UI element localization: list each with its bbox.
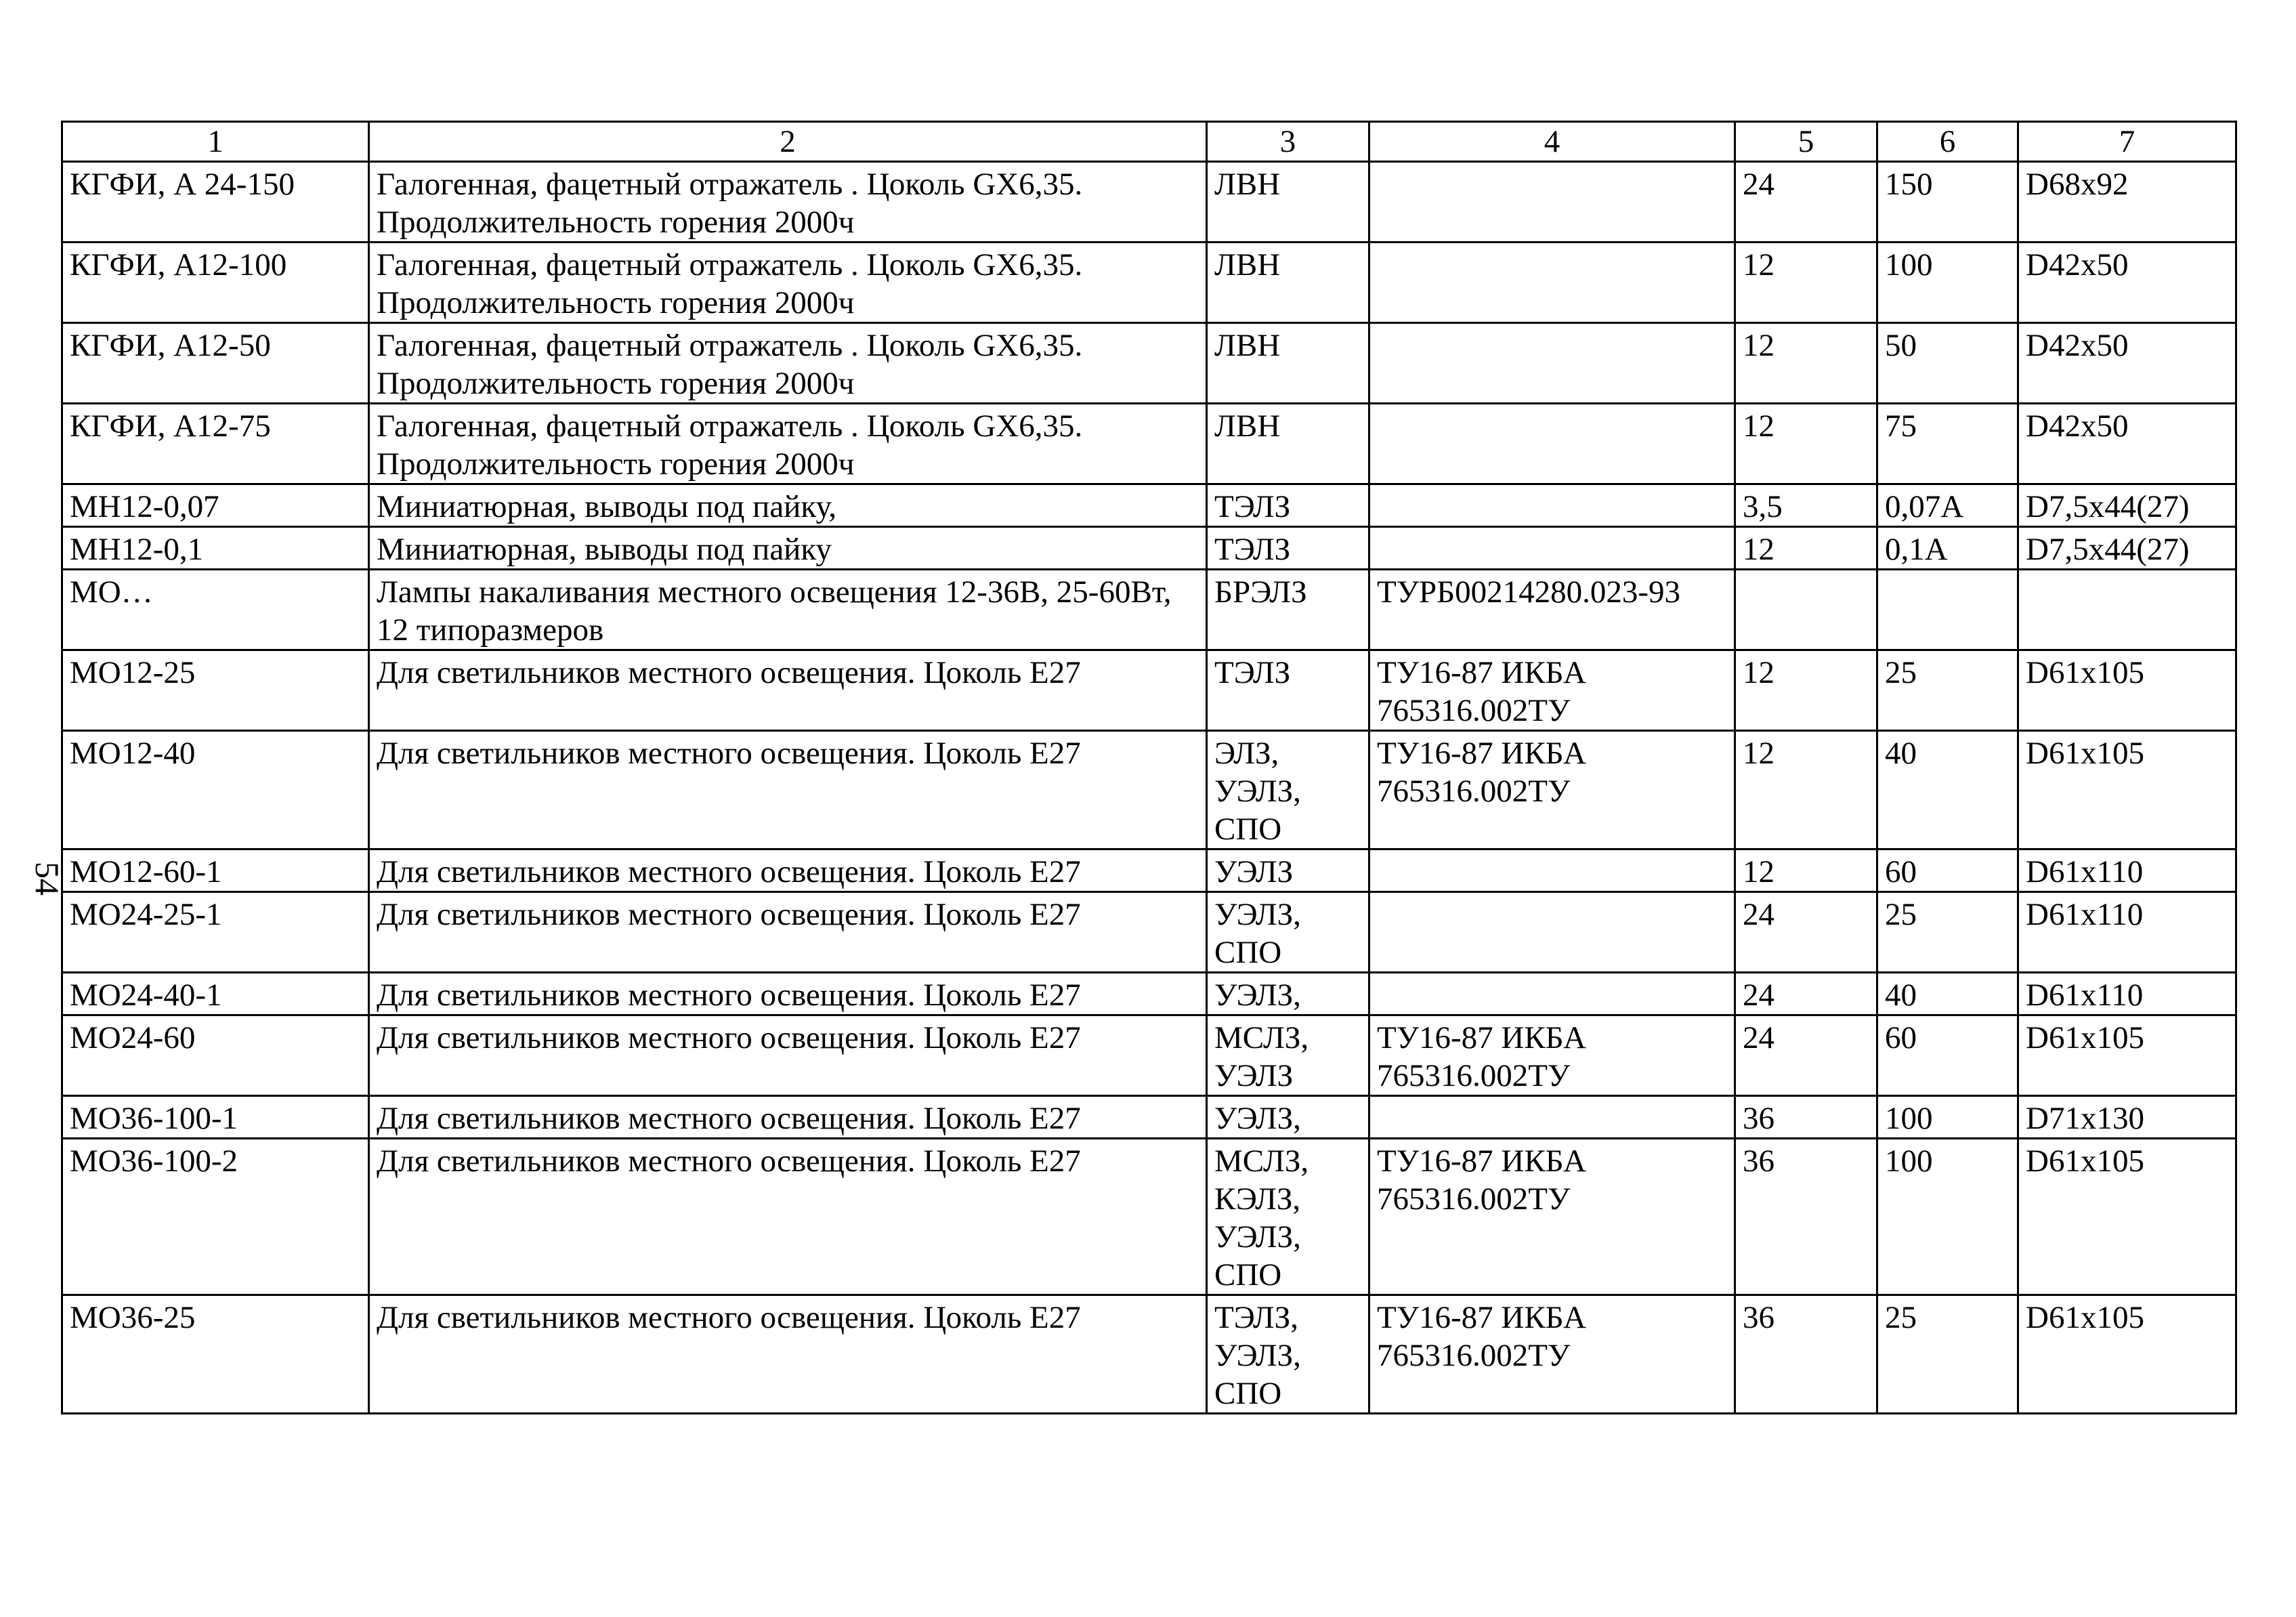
cell-model: МО12-25 [62, 650, 369, 731]
cell-dimensions: D61x110 [2018, 849, 2236, 892]
table-row [62, 527, 2236, 570]
cell-description: Для светильников местного освещения. Цоколь Е27 [369, 1295, 1207, 1414]
cell-voltage: 3,5 [1735, 484, 1877, 527]
cell-model: МО24-40-1 [62, 973, 369, 1015]
table-header-row [62, 122, 2236, 162]
cell-power: 0,07А [1877, 484, 2018, 527]
cell-manufacturer: УЭЛЗ, [1207, 1096, 1369, 1139]
cell-dimensions: D61x105 [2018, 1295, 2236, 1414]
cell-description: Галогенная, фацетный отражатель . Цоколь GX6,35. Продолжительность горения 2000ч [369, 323, 1207, 404]
cell-manufacturer: ЛВН [1207, 162, 1369, 243]
cell-voltage: 12 [1735, 650, 1877, 731]
cell-model: МО36-25 [62, 1295, 369, 1414]
cell-manufacturer: УЭЛЗ [1207, 849, 1369, 892]
header-col-4: 4 [1369, 122, 1735, 162]
cell-manufacturer: ТЭЛЗ [1207, 650, 1369, 731]
cell-description: Галогенная, фацетный отражатель . Цоколь GX6,35. Продолжительность горения 2000ч [369, 162, 1207, 243]
cell-model: МО24-60 [62, 1015, 369, 1096]
cell-manufacturer: ЛВН [1207, 323, 1369, 404]
cell-power: 100 [1877, 243, 2018, 323]
header-col-2: 2 [369, 122, 1207, 162]
cell-dimensions: D42x50 [2018, 404, 2236, 484]
cell-model: МО24-25-1 [62, 892, 369, 973]
cell-description: Для светильников местного освещения. Цоколь Е27 [369, 650, 1207, 731]
cell-voltage: 12 [1735, 849, 1877, 892]
cell-description: Для светильников местного освещения. Цоколь Е27 [369, 731, 1207, 849]
cell-voltage [1735, 570, 1877, 650]
cell-description: Миниатюрная, выводы под пайку [369, 527, 1207, 570]
cell-manufacturer: УЭЛЗ, СПО [1207, 892, 1369, 973]
lamp-spec-table [61, 121, 2237, 1414]
cell-standard: ТУ16-87 ИКБА 765316.002ТУ [1369, 1295, 1735, 1414]
cell-dimensions: D61x105 [2018, 1015, 2236, 1096]
cell-voltage: 12 [1735, 323, 1877, 404]
cell-voltage: 24 [1735, 973, 1877, 1015]
cell-power [1877, 570, 2018, 650]
cell-dimensions: D42x50 [2018, 243, 2236, 323]
cell-standard [1369, 484, 1735, 527]
cell-model: МО36-100-1 [62, 1096, 369, 1139]
cell-power: 40 [1877, 973, 2018, 1015]
table-row [62, 243, 2236, 323]
cell-dimensions: D61x110 [2018, 973, 2236, 1015]
cell-model: МО36-100-2 [62, 1139, 369, 1295]
cell-power: 25 [1877, 1295, 2018, 1414]
cell-dimensions: D71x130 [2018, 1096, 2236, 1139]
cell-dimensions: D61x105 [2018, 650, 2236, 731]
cell-voltage: 12 [1735, 527, 1877, 570]
table-row [62, 404, 2236, 484]
cell-model: КГФИ, А12-75 [62, 404, 369, 484]
cell-power: 40 [1877, 731, 2018, 849]
table-body [62, 162, 2236, 1414]
cell-model: КГФИ, А12-50 [62, 323, 369, 404]
cell-standard: ТУ16-87 ИКБА 765316.002ТУ [1369, 731, 1735, 849]
cell-description: Для светильников местного освещения. Цоколь Е27 [369, 973, 1207, 1015]
cell-manufacturer: ТЭЛЗ, УЭЛЗ, СПО [1207, 1295, 1369, 1414]
cell-description: Для светильников местного освещения. Цоколь Е27 [369, 1015, 1207, 1096]
table-row [62, 731, 2236, 849]
cell-manufacturer: ЛВН [1207, 243, 1369, 323]
cell-standard [1369, 973, 1735, 1015]
cell-dimensions: D68x92 [2018, 162, 2236, 243]
header-col-3: 3 [1207, 122, 1369, 162]
header-col-1: 1 [62, 122, 369, 162]
cell-standard [1369, 527, 1735, 570]
table-row [62, 323, 2236, 404]
cell-manufacturer: БРЭЛЗ [1207, 570, 1369, 650]
cell-power: 60 [1877, 1015, 2018, 1096]
table-row [62, 973, 2236, 1015]
table-row [62, 1139, 2236, 1295]
table-row [62, 484, 2236, 527]
cell-dimensions: D7,5x44(27) [2018, 484, 2236, 527]
cell-standard [1369, 892, 1735, 973]
cell-voltage: 36 [1735, 1295, 1877, 1414]
page-number: 54 [28, 862, 66, 896]
cell-dimensions: D7,5x44(27) [2018, 527, 2236, 570]
cell-model: КГФИ, А12-100 [62, 243, 369, 323]
cell-model: КГФИ, А 24-150 [62, 162, 369, 243]
cell-description: Миниатюрная, выводы под пайку, [369, 484, 1207, 527]
cell-model: МН12-0,1 [62, 527, 369, 570]
cell-voltage: 12 [1735, 404, 1877, 484]
cell-standard [1369, 849, 1735, 892]
table-row [62, 1096, 2236, 1139]
cell-manufacturer: МСЛЗ, УЭЛЗ [1207, 1015, 1369, 1096]
cell-standard [1369, 243, 1735, 323]
cell-description: Для светильников местного освещения. Цоколь Е27 [369, 1096, 1207, 1139]
cell-standard: ТУРБ00214280.023-93 [1369, 570, 1735, 650]
cell-power: 100 [1877, 1096, 2018, 1139]
table-row [62, 650, 2236, 731]
cell-model: МО12-40 [62, 731, 369, 849]
cell-voltage: 24 [1735, 892, 1877, 973]
cell-power: 50 [1877, 323, 2018, 404]
cell-description: Для светильников местного освещения. Цоколь Е27 [369, 849, 1207, 892]
cell-standard [1369, 323, 1735, 404]
header-col-6: 6 [1877, 122, 2018, 162]
cell-power: 25 [1877, 892, 2018, 973]
cell-manufacturer: УЭЛЗ, [1207, 973, 1369, 1015]
header-col-5: 5 [1735, 122, 1877, 162]
cell-power: 100 [1877, 1139, 2018, 1295]
cell-dimensions: D61x105 [2018, 1139, 2236, 1295]
cell-power: 25 [1877, 650, 2018, 731]
table-row [62, 849, 2236, 892]
cell-description: Лампы накаливания местного освещения 12-36В, 25-60Вт, 12 типоразмеров [369, 570, 1207, 650]
table-row [62, 570, 2236, 650]
cell-power: 60 [1877, 849, 2018, 892]
cell-voltage: 12 [1735, 731, 1877, 849]
cell-model: МО… [62, 570, 369, 650]
cell-power: 0,1А [1877, 527, 2018, 570]
cell-voltage: 12 [1735, 243, 1877, 323]
cell-model: МН12-0,07 [62, 484, 369, 527]
table-row [62, 1295, 2236, 1414]
cell-power: 150 [1877, 162, 2018, 243]
cell-manufacturer: ЭЛЗ, УЭЛЗ, СПО [1207, 731, 1369, 849]
cell-dimensions: D61x110 [2018, 892, 2236, 973]
cell-description: Для светильников местного освещения. Цоколь Е27 [369, 1139, 1207, 1295]
cell-voltage: 36 [1735, 1096, 1877, 1139]
cell-standard: ТУ16-87 ИКБА 765316.002ТУ [1369, 650, 1735, 731]
table-row [62, 892, 2236, 973]
cell-description: Для светильников местного освещения. Цоколь Е27 [369, 892, 1207, 973]
header-col-7: 7 [2018, 122, 2236, 162]
cell-dimensions: D61x105 [2018, 731, 2236, 849]
cell-dimensions [2018, 570, 2236, 650]
cell-model: МО12-60-1 [62, 849, 369, 892]
cell-voltage: 24 [1735, 162, 1877, 243]
cell-manufacturer: ТЭЛЗ [1207, 484, 1369, 527]
cell-standard [1369, 1096, 1735, 1139]
cell-manufacturer: МСЛЗ, КЭЛЗ, УЭЛЗ, СПО [1207, 1139, 1369, 1295]
cell-dimensions: D42x50 [2018, 323, 2236, 404]
cell-voltage: 24 [1735, 1015, 1877, 1096]
cell-standard: ТУ16-87 ИКБА 765316.002ТУ [1369, 1015, 1735, 1096]
table-row [62, 1015, 2236, 1096]
cell-manufacturer: ЛВН [1207, 404, 1369, 484]
cell-standard [1369, 162, 1735, 243]
cell-power: 75 [1877, 404, 2018, 484]
cell-voltage: 36 [1735, 1139, 1877, 1295]
cell-manufacturer: ТЭЛЗ [1207, 527, 1369, 570]
cell-description: Галогенная, фацетный отражатель . Цоколь GX6,35. Продолжительность горения 2000ч [369, 243, 1207, 323]
cell-standard [1369, 404, 1735, 484]
table-row [62, 162, 2236, 243]
cell-description: Галогенная, фацетный отражатель . Цоколь GX6,35. Продолжительность горения 2000ч [369, 404, 1207, 484]
cell-standard: ТУ16-87 ИКБА 765316.002ТУ [1369, 1139, 1735, 1295]
